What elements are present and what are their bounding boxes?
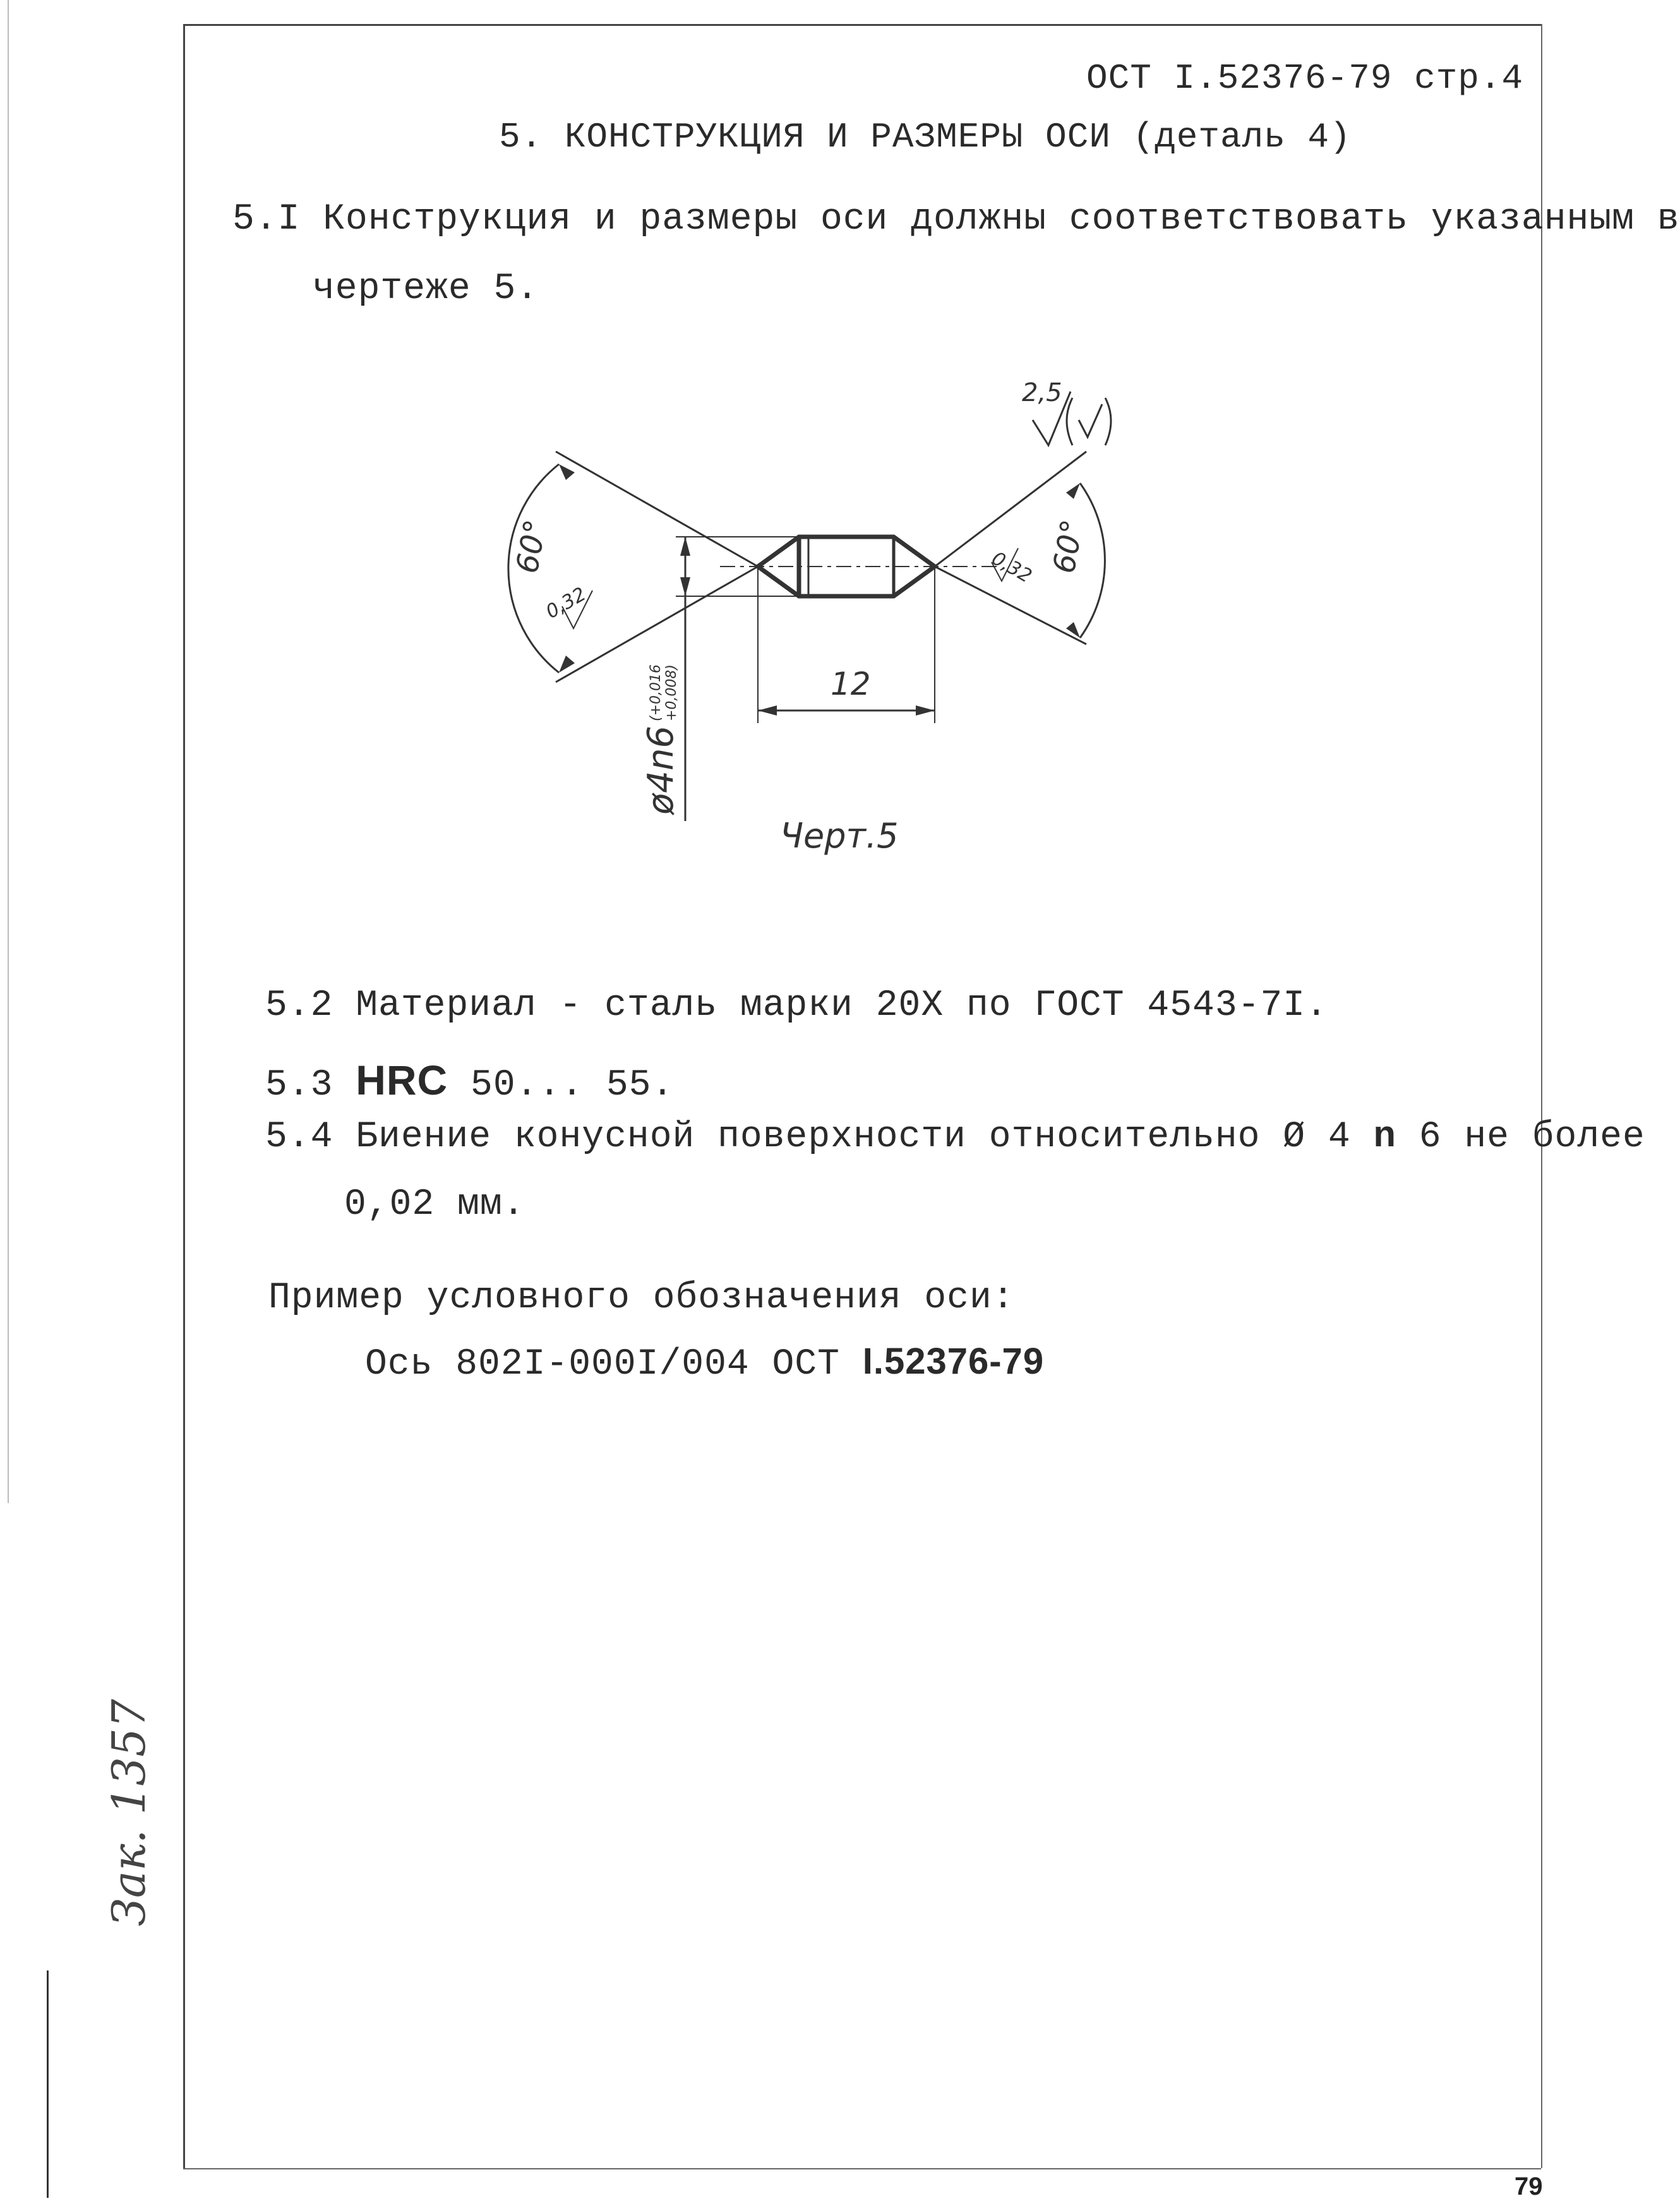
item-5-4-text-b: 6 не более <box>1396 1117 1645 1158</box>
designation-part-a: Ось 802I-000I/004 ОСТ <box>365 1344 863 1385</box>
designation-part-b: I.52376-79 <box>862 1341 1045 1382</box>
tolerance-upper-label: (+0,016 <box>648 664 664 721</box>
diameter-arrow-bottom <box>680 577 690 596</box>
item-5-1-line-2: чертеже 5. <box>313 268 539 309</box>
frame-right-border <box>1541 24 1542 2168</box>
item-5-4-fit-letter: n <box>1373 1113 1396 1154</box>
technical-drawing <box>480 373 1112 856</box>
roughness-right-label: 0,32 <box>988 547 1036 588</box>
item-5-3 <box>265 1056 674 1106</box>
example-label: Пример условного обозначения оси: <box>268 1278 1015 1319</box>
length-dimension-label: 12 <box>831 666 871 702</box>
roughness-left-label: 0,32 <box>542 583 590 623</box>
right-arc-arrow-top <box>1066 483 1080 499</box>
frame-left-border <box>183 24 185 2168</box>
page-edge-line <box>8 0 9 1503</box>
left-arc-arrow-bottom <box>559 656 575 673</box>
left-extension-line-upper <box>556 452 758 567</box>
drawing-caption: Черт.5 <box>780 816 899 856</box>
item-5-1-line-1: 5.I Конструкция и размеры оси должны соответствовать указанным в <box>232 199 1680 240</box>
item-5-2: 5.2 Материал - сталь марки 20Х по ГОСТ 4543-7I. <box>265 985 1328 1026</box>
angle-right-label: 60° <box>1046 517 1091 577</box>
frame-bottom-border <box>183 2168 1541 2169</box>
item-5-4-text-a: 5.4 Биение конусной поверхности относительно Ø 4 <box>265 1117 1374 1158</box>
roughness-general-check <box>1079 404 1102 437</box>
left-arc-arrow-top <box>559 464 575 480</box>
drawing-svg <box>480 373 1112 856</box>
order-stamp: Зак. 1357 <box>102 1699 155 1926</box>
roughness-general-paren <box>1067 398 1111 445</box>
angle-left-label: 60° <box>509 517 554 577</box>
section-title: 5. КОНСТРУКЦИЯ И РАЗМЕРЫ ОСИ (деталь 4) <box>499 117 1352 157</box>
example-designation <box>365 1340 1044 1385</box>
item-5-4-line-2: 0,02 мм. <box>344 1184 525 1225</box>
document-reference: ОСТ I.52376-79 стр.4 <box>1086 58 1524 99</box>
length-arrow-right <box>916 705 935 716</box>
page-number: 79 <box>1515 2173 1543 2200</box>
tolerance-lower-label: +0,008) <box>664 664 680 721</box>
frame-top-border <box>183 24 1541 26</box>
diameter-dimension-label: ø4n6 <box>640 725 681 815</box>
hrc-label: HRC <box>356 1057 448 1103</box>
item-5-3-number: 5.3 <box>265 1065 333 1106</box>
diameter-arrow-top <box>680 537 690 556</box>
roughness-general-label: 2,5 <box>1022 378 1062 407</box>
hrc-value: 50... 55. <box>471 1065 675 1106</box>
item-5-4-line-1 <box>265 1113 1645 1158</box>
length-arrow-left <box>758 705 777 716</box>
binding-margin-line <box>47 1970 49 2198</box>
